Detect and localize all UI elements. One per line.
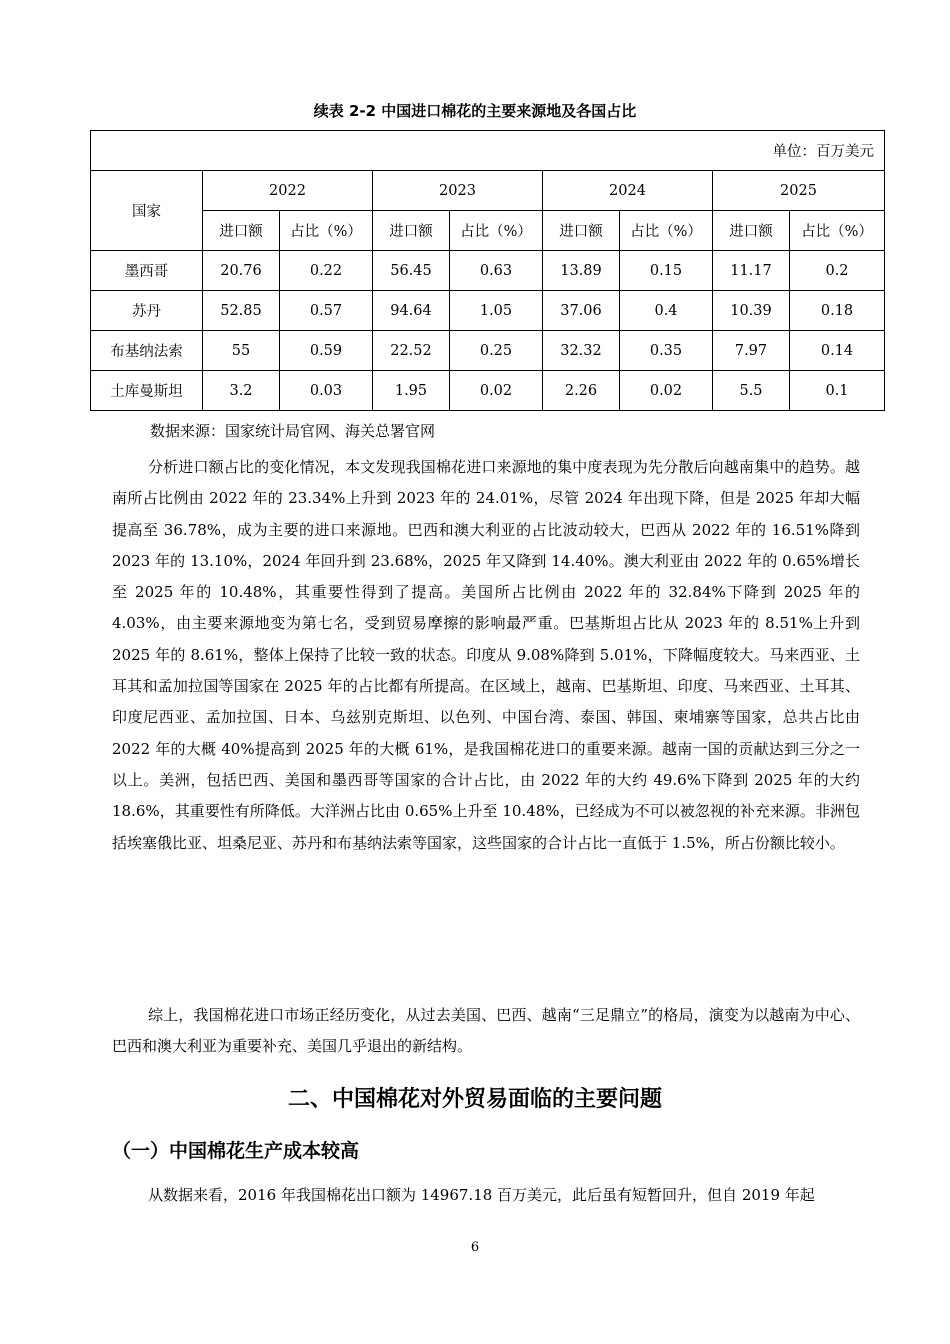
section-heading: 二、中国棉花对外贸易面临的主要问题 — [287, 1087, 662, 1112]
value-cell: 3.2 — [203, 371, 280, 411]
value-cell: 1.95 — [373, 371, 450, 411]
value-cell: 5.5 — [713, 371, 790, 411]
value-cell: 20.76 — [203, 251, 280, 291]
value-cell: 1.05 — [450, 291, 543, 331]
value-cell: 56.45 — [373, 251, 450, 291]
country-header: 国家 — [91, 171, 203, 251]
unit-label: 单位：百万美元 — [91, 131, 885, 171]
value-cell: 0.25 — [450, 331, 543, 371]
value-cell: 11.17 — [713, 251, 790, 291]
value-cell: 0.4 — [620, 291, 713, 331]
value-cell: 0.63 — [450, 251, 543, 291]
value-cell: 0.03 — [280, 371, 373, 411]
sub-header-amount: 进口额 — [203, 211, 280, 251]
table-caption: 续表 2-2 中国进口棉花的主要来源地及各国占比 — [313, 102, 637, 120]
year-header: 2023 — [373, 171, 543, 211]
year-header: 2022 — [203, 171, 373, 211]
table-row — [91, 371, 885, 411]
table-row — [91, 251, 885, 291]
value-cell: 7.97 — [713, 331, 790, 371]
value-cell: 94.64 — [373, 291, 450, 331]
import-source-table — [90, 130, 885, 411]
sub-header-share: 占比（%） — [280, 211, 373, 251]
summary-paragraph: 综上，我国棉花进口市场正经历变化，从过去美国、巴西、越南“三足鼎立”的格局，演变为以越南为中心、巴西和澳大利亚为重要补充、美国几乎退出的新结构。 — [112, 1006, 860, 1056]
value-cell: 0.02 — [450, 371, 543, 411]
value-cell: 10.39 — [713, 291, 790, 331]
value-cell: 0.22 — [280, 251, 373, 291]
value-cell: 22.52 — [373, 331, 450, 371]
value-cell: 0.14 — [790, 331, 885, 371]
value-cell: 0.02 — [620, 371, 713, 411]
value-cell: 55 — [203, 331, 280, 371]
analysis-paragraph: 分析进口额占比的变化情况，本文发现我国棉花进口来源地的集中度表现为先分散后向越南集中的趋势。越南所占比例由 2022 年的 23.34%上升到 2023 年的 24.01%，尽管 2024 年出现下降，但是 2025 年却大幅提高至 36.78%，成为主要的进口来源地。巴西和澳大利亚的占比波动较大，巴西从 2022 年的 16.51%降到 2023 年的 13.10%，2024 年回升到 23.68%，2025 年又降到 14.40%。澳大利亚由 2022 年的 0.65%增长至 2025 年的 10.48%，其重要性得到了提高。美国所占比例由 2022 年的 32.84%下降到 2025 年的 4.03%，由主要来源地变为第七名，受到贸易摩擦的影响最严重。巴基斯坦占比从 2023 年的 8.51%上升到 2025 年的 8.61%，整体上保持了比较一致的状态。印度从 9.08%降到 5.01%，下降幅度较大。马来西亚、土耳其和孟加拉国等国家在 2025 年的占比都有所提高。在区域上，越南、巴基斯坦、印度、马来西亚、土耳其、印度尼西亚、孟加拉国、日本、乌兹别克斯坦、以色列、中国台湾、泰国、韩国、柬埔寨等国家，总共占比由 2022 年的大概 40%提高到 2025 年的大概 61%，是我国棉花进口的重要来源。越南一国的贡献达到三分之一以上。美洲，包括巴西、美国和墨西哥等国家的合计占比，由 2022 年的大约 49.6%下降到 2025 年的大约 18.6%，其重要性有所降低。大洋洲占比由 0.65%上升至 10.48%，已经成为不可以被忽视的补充来源。非洲包括埃塞俄比亚、坦桑尼亚、苏丹和布基纳法索等国家，这些国家的合计占比一直低于 1.5%，所占份额比较小。 — [112, 458, 860, 852]
sub-header-share: 占比（%） — [790, 211, 885, 251]
value-cell: 52.85 — [203, 291, 280, 331]
country-cell: 苏丹 — [91, 291, 203, 331]
sub-header-amount: 进口额 — [543, 211, 620, 251]
country-cell: 布基纳法索 — [91, 331, 203, 371]
data-source-note: 数据来源：国家统计局官网、海关总署官网 — [150, 422, 436, 440]
value-cell: 0.18 — [790, 291, 885, 331]
page-number: 6 — [470, 1240, 480, 1255]
value-cell: 0.35 — [620, 331, 713, 371]
value-cell: 0.15 — [620, 251, 713, 291]
body-paragraph: 从数据来看，2016 年我国棉花出口额为 14967.18 百万美元，此后虽有短暂回升，但自 2019 年起 — [148, 1186, 815, 1204]
year-header: 2024 — [543, 171, 713, 211]
value-cell: 0.59 — [280, 331, 373, 371]
sub-header-share: 占比（%） — [450, 211, 543, 251]
value-cell: 0.57 — [280, 291, 373, 331]
table-row — [91, 291, 885, 331]
value-cell: 0.1 — [790, 371, 885, 411]
year-header: 2025 — [713, 171, 885, 211]
value-cell: 32.32 — [543, 331, 620, 371]
subsection-heading: （一）中国棉花生产成本较高 — [112, 1140, 360, 1162]
value-cell: 37.06 — [543, 291, 620, 331]
value-cell: 13.89 — [543, 251, 620, 291]
country-cell: 土库曼斯坦 — [91, 371, 203, 411]
table-row — [91, 331, 885, 371]
value-cell: 0.2 — [790, 251, 885, 291]
sub-header-amount: 进口额 — [373, 211, 450, 251]
value-cell: 2.26 — [543, 371, 620, 411]
country-cell: 墨西哥 — [91, 251, 203, 291]
sub-header-share: 占比（%） — [620, 211, 713, 251]
sub-header-amount: 进口额 — [713, 211, 790, 251]
